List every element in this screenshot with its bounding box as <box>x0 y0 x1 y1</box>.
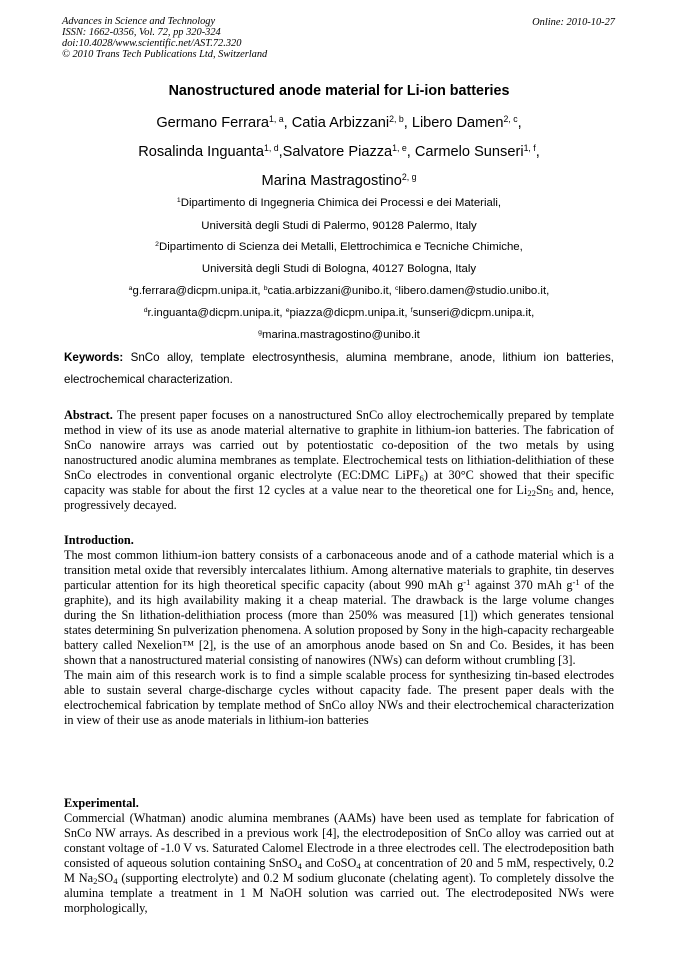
keywords-label: Keywords: <box>64 351 124 364</box>
keywords <box>64 347 614 391</box>
affiliation-1-line-2: Università degli Studi di Palermo, 90128 Palermo, Italy <box>201 220 477 232</box>
journal-name: Advances in Science and Technology <box>62 16 216 27</box>
email-address: catia.arbizzani@unibo.it <box>267 285 389 297</box>
keywords-text: SnCo alloy, template electrosynthesis, alumina membrane, anode, lithium ion batteries, electrochemical characterization. <box>64 351 614 386</box>
email-address: marina.mastragostino@unibo.it <box>261 329 420 341</box>
email-line-3: $^g$marina.mastragostino@unibo.it <box>258 328 420 341</box>
author-name: Salvatore Piazza <box>282 144 393 160</box>
online-date: Online: 2010-10-27 <box>532 17 615 28</box>
author-sup: 1, a <box>269 113 284 124</box>
introduction-section <box>64 533 614 728</box>
issn-line: ISSN: 1662-0356, Vol. 72, pp 320-324 <box>62 27 221 38</box>
author-sup: 2, b <box>389 113 404 124</box>
email-line-1: $^a$g.ferrara@dicpm.unipa.it, $^b$catia.arbizzani@unibo.it, $^c$libero.damen@studio.unibo.it, <box>128 284 550 297</box>
author-sup: 1, f <box>523 142 536 153</box>
introduction-paragraph-1: The most common lithium-ion battery consists of a carbonaceous anode and of a cathode material which is a transition metal oxide that reversibly intercalates lithium. Among alternative materials to graphite, tin deserves particular attention for its high theoretical specific capacity (about 990 mAh $g^{-1}$ against 370 mAh $g^{-1}$ of the graphite), and its high availability making it a cheap material. The drawback is the large volume changes during the Sn lithation-delithiation process (more than 250% was measured [1]) which generates tensional states determining Sn pulverization phenomena. A solution proposed by Sony in the high-capacity rechargeable battery called Nexelion™ [2], is the use of an amorphous anode based on Sn and Co. Besides, it has been shown that a nanostructured material consisting of nanowires (NWs) can deform without crumbling [3]. <box>64 548 614 667</box>
experimental-heading: Experimental. <box>64 796 139 810</box>
author-name: Rosalinda Inguanta <box>138 144 264 160</box>
author-sup: 1, e <box>392 142 407 153</box>
paper-title: Nanostructured anode material for Li-ion batteries <box>168 83 510 99</box>
author-name: Germano Ferrara <box>156 115 270 131</box>
affiliation-sup: 1 <box>176 196 181 204</box>
author-line-2: Rosalinda Inguanta$^{1, d}$,Salvatore Piazza$^{1, e}$, Carmelo Sunseri$^{1, f}$, <box>138 142 540 160</box>
email-address: sunseri@dicpm.unipa.it <box>412 307 532 319</box>
experimental-paragraph: Commercial (Whatman) anodic alumina membranes (AAMs) have been used as template for fabrication of SnCo NW arrays. As described in a previous work [4], the electrodeposition of SnCo alloy was carried out at constant voltage of -1.0 V vs. Saturated Calomel Electrode in a three electrodes cell. The electrodeposition bath consisted of aqueous solution containing SnSO$_4$ and CoSO$_4$ at concentration of 20 and 5 mM, respectively, 0.2 M $Na_2SO_4$ (supporting electrolyte) and 0.2 M sodium gluconate (chelating agent). To completely dissolve the alumina template a treatment in 1 M NaOH solution was carried out. The electrodeposited NWs were morphologically, <box>64 811 614 915</box>
author-name: Carmelo Sunseri <box>414 144 524 160</box>
author-name: Libero Damen <box>411 115 504 131</box>
email-address: piazza@dicpm.unipa.it <box>289 307 405 319</box>
author-sup: 2, g <box>401 171 417 182</box>
email-line-2: $^d$r.inguanta@dicpm.unipa.it, $^e$piazza@dicpm.unipa.it, $^f$sunseri@dicpm.unipa.it, <box>143 306 535 319</box>
author-line-3 <box>0 173 678 189</box>
affiliation-1-line-1: $^1$Dipartimento di Ingegneria Chimica dei Processi e dei Materiali, <box>176 196 502 209</box>
copyright-line: © 2010 Trans Tech Publications Ltd, Switzerland <box>62 49 268 60</box>
introduction-heading: Introduction. <box>64 533 134 547</box>
abstract-label: Abstract. <box>64 408 113 422</box>
experimental-section <box>64 796 614 916</box>
doi-line: doi:10.4028/www.scientific.net/AST.72.320 <box>62 38 242 49</box>
author-name: Marina Mastragostino <box>261 173 402 189</box>
email-address: libero.damen@studio.unibo.it <box>398 285 547 297</box>
author-sup: 2, c <box>503 113 518 124</box>
affiliation-2-line-1: $^2$Dipartimento di Scienza dei Metalli, Elettrochimica e Tecniche Chimiche, <box>155 240 523 253</box>
email-address: r.inguanta@dicpm.unipa.it <box>147 307 280 319</box>
abstract: Abstract. The present paper focuses on a nanostructured SnCo alloy electrochemically prepared by template method in view of its use as anode material alternative to graphite in lithium-ion batteries. The fabrication of SnCo nanowire arrays was carried out by potentiostatic co-deposition of the two metals by using nanostructured anodic alumina membranes as template. Electrochemical tests on lithiation-delithiation of these SnCo electrodes in conventional organic electrolyte (EC:DMC LiPF$_6$) at 30°C showed that their specific capacity was stable for about the first 12 cycles at a value near to the theoretical one for $Li_{22}Sn_5$ and, hence, progressively decayed. <box>64 408 614 512</box>
affiliation-2-line-2: Università degli Studi di Bologna, 40127 Bologna, Italy <box>201 263 477 275</box>
author-line-1: Germano Ferrara$^{1, a}$, Catia Arbizzani$^{2, b}$, Libero Damen$^{2, c}$, <box>156 113 522 131</box>
affiliation-sup: 2 <box>155 240 159 248</box>
author-name: Catia Arbizzani <box>291 115 390 131</box>
author-sup: 1, d <box>263 142 279 153</box>
introduction-paragraph-2: The main aim of this research work is to find a simple scalable process for synthesizing tin-based electrodes able to sustain several charge-discharge cycles without capacity fade. The present paper deals with the electrochemical fabrication by template method of SnCo alloy NWs and their electrochemical characterization in view of their use as anode materials in lithium-ion batteries <box>64 668 614 727</box>
email-address: g.ferrara@dicpm.unipa.it <box>132 285 258 297</box>
